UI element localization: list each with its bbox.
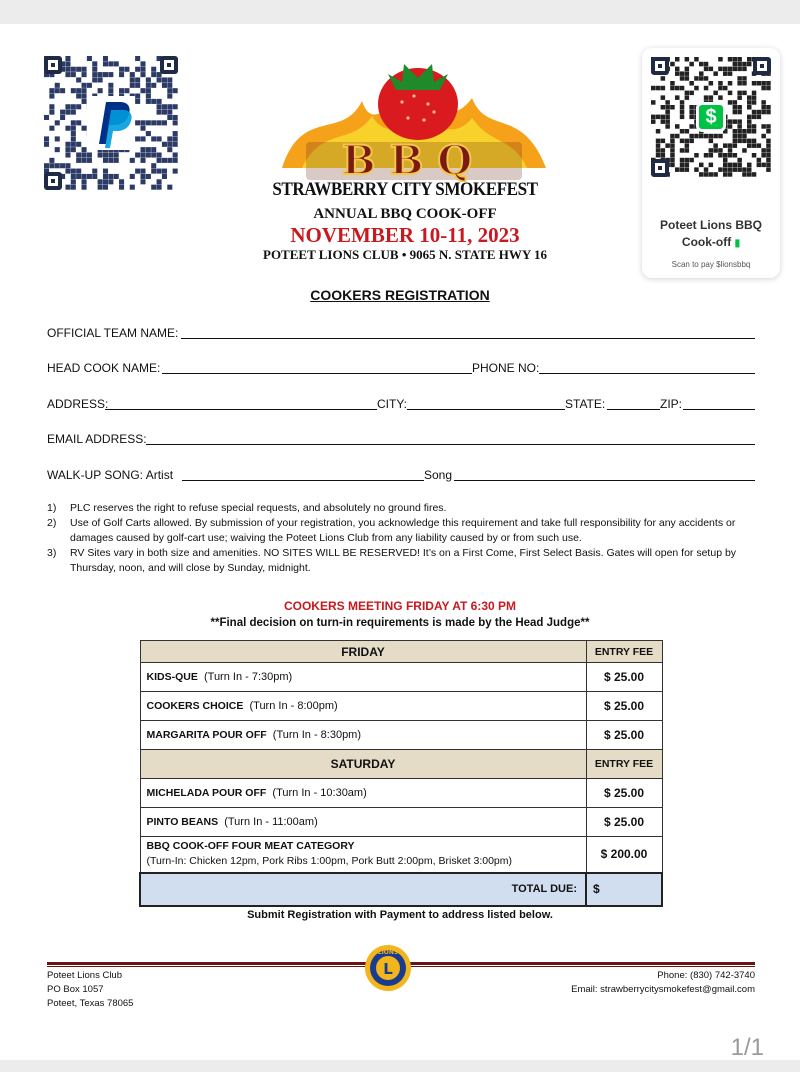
walkup-song-row — [47, 466, 755, 484]
song-field[interactable] — [454, 480, 755, 481]
event-title: STRAWBERRY CITY SMOKEFEST — [272, 179, 538, 200]
event-venue: POTEET LIONS CLUB • 9065 N. STATE HWY 16 — [263, 247, 547, 262]
paypal-logo-icon — [87, 96, 135, 150]
event-fee: $ 25.00 — [586, 692, 662, 721]
rules-list — [47, 501, 757, 576]
footer-contact — [571, 969, 755, 997]
total-due-field[interactable]: $ — [586, 873, 662, 906]
phone-label: PHONE NO: — [472, 361, 540, 375]
qr-finder-icon — [651, 159, 669, 177]
submit-note: Submit Registration with Payment to address listed below. — [247, 909, 553, 921]
seal-text: LIONS — [377, 949, 399, 956]
artist-label: WALK-UP SONG: Artist — [47, 468, 174, 482]
page-number: 1/1 — [730, 1034, 764, 1061]
cashapp-logo-icon: $ — [696, 102, 726, 132]
event-name: BBQ COOK-OFF FOUR MEAT CATEGORY — [146, 840, 355, 853]
event-detail: (Turn In - 7:30pm) — [203, 671, 293, 683]
table-row — [140, 779, 662, 808]
event-subtitle: ANNUAL BBQ COOK-OFF — [313, 206, 497, 222]
artist-field[interactable] — [182, 480, 424, 481]
team-name-row — [47, 324, 755, 342]
event-detail: (Turn In - 8:00pm) — [249, 700, 338, 712]
address-field[interactable] — [105, 409, 377, 410]
city-label: CITY: — [377, 397, 408, 411]
event-name: PINTO BEANS — [146, 816, 219, 828]
cookers-meeting-notice: COOKERS MEETING FRIDAY AT 6:30 PM — [283, 599, 517, 613]
cashapp-scan-text: Scan to pay $lionsbbq — [671, 260, 751, 269]
song-label: Song — [424, 468, 453, 482]
address-label: ADDRESS: — [47, 397, 109, 411]
event-detail: (Turn In - 11:00am) — [224, 816, 318, 828]
paypal-qr-code[interactable] — [44, 56, 178, 190]
logo-text: BBQ — [341, 137, 487, 182]
qr-finder-icon — [44, 56, 62, 74]
event-detail: (Turn In - 8:30pm) — [272, 729, 362, 741]
footer-city: Poteet, Texas 78065 — [47, 998, 134, 1009]
event-name: KIDS-QUE — [146, 671, 198, 683]
event-fee: $ 25.00 — [586, 808, 662, 837]
entry-fee-header: ENTRY FEE — [586, 641, 662, 663]
friday-header: FRIDAY — [140, 641, 586, 663]
table-row — [140, 808, 662, 837]
entry-fee-header: ENTRY FEE — [586, 750, 662, 779]
qr-finder-icon — [651, 57, 669, 75]
event-date: NOVEMBER 10-11, 2023 — [290, 223, 520, 247]
head-cook-label: HEAD COOK NAME: — [47, 361, 161, 375]
rule-item: 2) Use of Golf Carts allowed. By submission of your registration, you acknowledge this requirement and take full responsibility for any accidents or damages caused by golf-cart use; waiving the Poteet Lions Club from any liability caused by or from such use. — [47, 517, 736, 544]
bbq-logo-icon — [272, 46, 556, 182]
phone-field[interactable] — [539, 373, 755, 374]
lions-club-logo-icon — [364, 941, 412, 995]
state-label: STATE: — [565, 397, 606, 411]
team-name-field[interactable] — [181, 338, 755, 339]
footer-org: Poteet Lions Club — [47, 970, 122, 981]
friday-header-row — [140, 641, 662, 663]
event-fee: $ 200.00 — [586, 837, 662, 873]
email-row — [47, 430, 755, 448]
saturday-header-row — [140, 750, 662, 779]
cashapp-name-line1: Poteet Lions BBQ — [659, 218, 762, 232]
state-field[interactable] — [607, 409, 660, 410]
cashapp-name-line2: Cook-off ▮ — [681, 235, 741, 249]
zip-label: ZIP: — [660, 397, 683, 411]
event-fee: $ 25.00 — [586, 663, 662, 692]
head-cook-field[interactable] — [162, 373, 472, 374]
head-cook-row — [47, 359, 755, 377]
rule-item: 3) RV Sites vary in both size and amenities. NO SITES WILL BE RESERVED! It’s on a First Come, First Select Basis. Gates will open for setup by Thursday, noon, and will close by Sunday, midnight. — [47, 547, 737, 574]
table-row — [140, 663, 662, 692]
address-row — [47, 395, 755, 413]
table-row — [140, 692, 662, 721]
email-label: EMAIL ADDRESS: — [47, 432, 147, 446]
event-fee: $ 25.00 — [586, 779, 662, 808]
saturday-header: SATURDAY — [140, 750, 586, 779]
footer-address — [47, 969, 133, 1011]
footer-phone: Phone: (830) 742-3740 — [657, 970, 755, 981]
total-label: TOTAL DUE: — [140, 873, 586, 906]
cashapp-qr-code[interactable] — [651, 57, 771, 177]
event-fee: $ 25.00 — [586, 721, 662, 750]
event-name: MICHELADA POUR OFF — [146, 787, 267, 799]
seal-letter: L — [383, 960, 393, 978]
cashapp-card[interactable] — [642, 48, 780, 278]
table-row — [140, 837, 662, 873]
verified-icon: ▮ — [734, 238, 741, 249]
qr-finder-icon — [44, 172, 62, 190]
entry-fee-table — [139, 640, 663, 907]
qr-finder-icon — [753, 57, 771, 75]
city-field[interactable] — [407, 409, 565, 410]
total-row — [140, 873, 662, 906]
table-row — [140, 721, 662, 750]
head-judge-note: **Final decision on turn-in requirements is made by the Head Judge** — [210, 617, 590, 629]
qr-finder-icon — [160, 56, 178, 74]
form-title: COOKERS REGISTRATION — [310, 287, 490, 303]
rule-item: 1) PLC reserves the right to refuse special requests, and absolutely no ground fires. — [47, 502, 447, 514]
event-detail: (Turn-In: Chicken 12pm, Pork Ribs 1:00pm, Pork Butt 2:00pm, Brisket 3:00pm) — [146, 855, 513, 868]
team-name-label: OFFICIAL TEAM NAME: — [47, 326, 179, 340]
event-name: COOKERS CHOICE — [146, 700, 244, 712]
email-field[interactable] — [146, 444, 755, 445]
footer-pobox: PO Box 1057 — [47, 984, 104, 995]
document-page — [0, 24, 800, 1060]
event-name: MARGARITA POUR OFF — [146, 729, 267, 741]
event-detail: (Turn In - 10:30am) — [272, 787, 367, 799]
zip-field[interactable] — [683, 409, 755, 410]
footer-email[interactable]: Email: strawberrycitysmokefest@gmail.com — [571, 984, 755, 995]
